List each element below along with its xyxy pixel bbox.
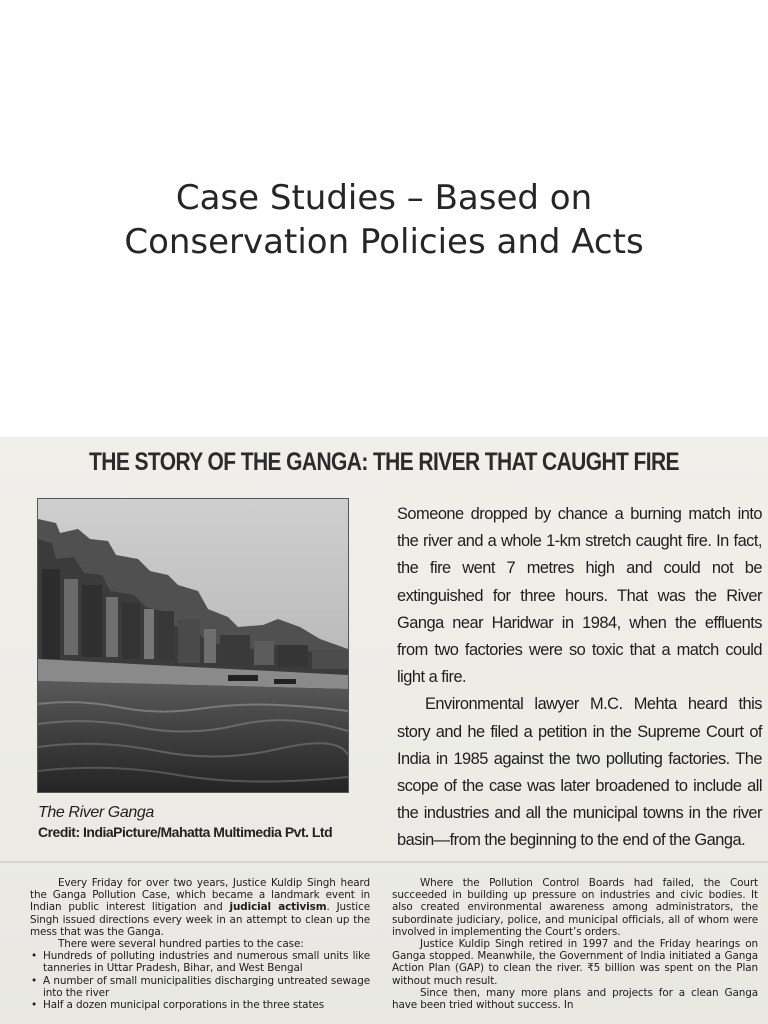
slide-title-line-1: Case Studies – Based on	[175, 178, 593, 218]
body-column-left	[30, 877, 370, 1011]
intro-text	[397, 501, 762, 855]
slide-title	[0, 176, 768, 264]
section-divider	[0, 861, 768, 863]
photo-caption-title: The River Ganga	[38, 804, 154, 821]
intro-paragraph-2: Environmental lawyer M.C. Mehta heard this story and he filed a petition in the Supreme Court of India in 1985 against the two polluting factories. The scope of the case was later broadened to include all the industries and all the municipal towns in the river basin—from the beginning to the end of the Ganga.	[397, 695, 762, 850]
right-paragraph-2: Justice Kuldip Singh retired in 1997 and the Friday hearings on Ganga stopped. Meanwhile, the Government of India initiated a Ganga Action Plan (GAP) to clean the river. ₹5 billion was spent on the Plan without much result.	[392, 938, 758, 987]
slide-title-line-2: Conservation Policies and Acts	[124, 222, 644, 262]
right-paragraph-3: Since then, many more plans and projects for a clean Ganga have been tried without success. In	[392, 986, 758, 1012]
left-paragraph-1-end: . Justice Singh issued directions every week in an attempt to clean up the mess that was the Ganga.	[30, 901, 370, 938]
article-title: THE STORY OF THE GANGA: THE RIVER THAT CAUGHT FIRE	[89, 448, 679, 476]
right-paragraph-1: Where the Pollution Control Boards had failed, the Court succeeded in building up pressure on industries and civic bodies. It also created environmental awareness among administrators, the subordinate judiciary, police, and municipal officials, all of whom were involved in implementing the Court’s orders.	[392, 877, 758, 938]
list-item: • Half a dozen municipal corporations in the three states	[30, 999, 370, 1011]
left-paragraph-1	[30, 877, 370, 938]
parties-list	[30, 950, 370, 1011]
photo-caption	[38, 804, 368, 840]
list-item: • A number of small municipalities discharging untreated sewage into the river	[30, 975, 370, 999]
list-item: • Hundreds of polluting industries and numerous small units like tanneries in Uttar Pradesh, Bihar, and West Bengal	[30, 950, 370, 974]
river-ganga-photo	[37, 498, 349, 793]
scanned-article	[0, 437, 768, 1024]
judicial-activism-term: judicial activism	[229, 901, 327, 914]
left-paragraph-1-start: Every Friday for over two years, Justice Kuldip Singh heard the Ganga Pollution Case, which became a landmark event in Indian public interest litigation and	[30, 877, 370, 914]
left-paragraph-2: There were several hundred parties to the case:	[58, 938, 304, 951]
photo-credit: Credit: IndiaPicture/Mahatta Multimedia Pvt. Ltd	[38, 824, 333, 840]
body-column-right	[392, 877, 758, 1011]
intro-paragraph-1: Someone dropped by chance a burning match into the river and a whole 1-km stretch caught fire. In fact, the fire went 7 metres high and could not be extinguished for three hours. That was the River Ganga near Haridwar in 1984, when the effluents from two factories were so toxic that a match could light a fire.	[397, 505, 762, 687]
